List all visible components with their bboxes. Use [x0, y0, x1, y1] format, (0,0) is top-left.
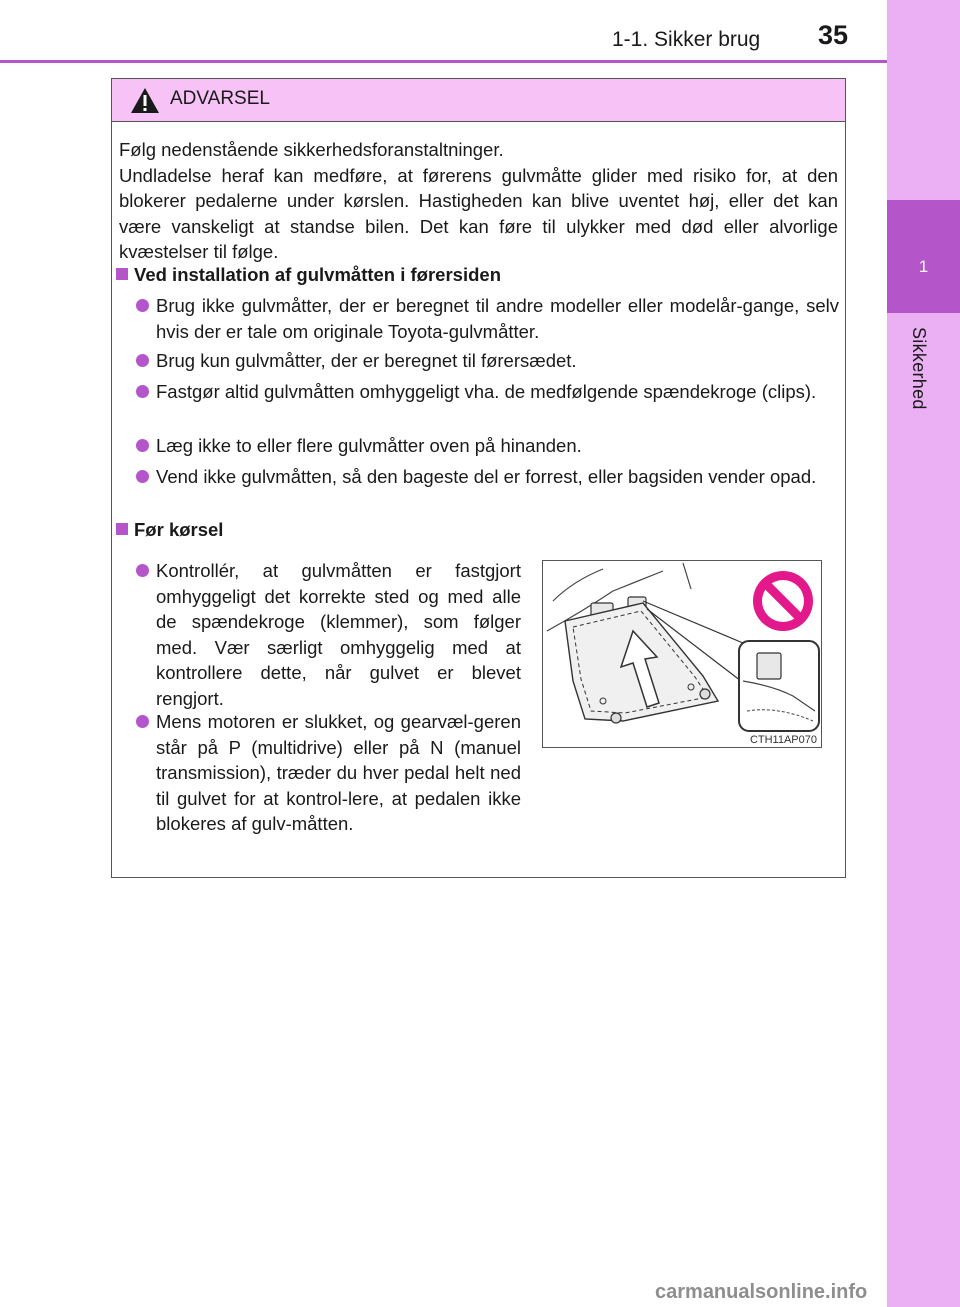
warning-header: [112, 79, 845, 122]
section-heading-installation: Ved installation af gulvmåtten i førersiden: [116, 264, 501, 286]
chapter-tab[interactable]: [887, 200, 960, 313]
circle-bullet-icon: [136, 385, 149, 398]
circle-bullet-icon: [136, 564, 149, 577]
intro-line-1: Følg nedenstående sikkerhedsforanstaltninger.: [119, 139, 504, 160]
section-heading-before-driving: Før kørsel: [116, 519, 223, 541]
header-rule: [0, 60, 887, 63]
prohibition-icon: [753, 571, 813, 631]
warning-triangle-icon: [130, 87, 160, 114]
circle-bullet-icon: [136, 299, 149, 312]
list-item: Mens motoren er slukket, og gearvæl-geren står på P (multidrive) eller på N (manuel transmission), træder du hver pedal helt ned til gulvet for at kontrol-lere, at pedalen ikke blokeres af gulv-måtten.: [136, 709, 521, 837]
warning-intro: [119, 137, 838, 265]
figure-code: CTH11AP070: [749, 734, 817, 746]
page-number: 35: [818, 20, 849, 50]
section-title: 1-1. Sikker brug: [612, 28, 761, 51]
list-item: Læg ikke to eller flere gulvmåtter oven på hinanden.: [136, 433, 839, 459]
intro-line-2: Undladelse heraf kan medføre, at førerens gulvmåtte glider med risiko for, at den blokerer pedalerne under kørslen. Hastigheden kan blive uventet høj, eller det kan være vanskeligt at standse bilen. Det kan føre til ulykker med død eller alvorlige kvæstelser til følge.: [119, 164, 838, 262]
circle-bullet-icon: [136, 354, 149, 367]
warning-box: [111, 78, 846, 878]
square-bullet-icon: [116, 268, 128, 280]
circle-bullet-icon: [136, 439, 149, 452]
chapter-number: 1: [918, 257, 929, 276]
chapter-label: Sikkerhed: [909, 327, 929, 410]
footer-watermark[interactable]: carmanualsonline.info: [655, 1281, 868, 1303]
circle-bullet-icon: [136, 470, 149, 483]
floor-mat-drawing: [543, 561, 820, 746]
list-item: Vend ikke gulvmåtten, så den bageste del er forrest, eller bagsiden vender opad.: [136, 464, 839, 490]
floor-mat-illustration: [542, 560, 822, 748]
list-item: Kontrollér, at gulvmåtten er fastgjort omhyggeligt det korrekte sted og med alle de spændekroge (klemmer), som følger med. Vær særligt omhyggelig med at kontrollere dette, når gulvet er blevet rengjort.: [136, 558, 521, 711]
list-item: Brug kun gulvmåtter, der er beregnet til førersædet.: [136, 348, 839, 374]
square-bullet-icon: [116, 523, 128, 535]
list-item: Brug ikke gulvmåtter, der er beregnet til andre modeller eller modelår-gange, selv hvis der er tale om originale Toyota-gulvmåtter.: [136, 293, 839, 344]
warning-title: ADVARSEL: [170, 88, 270, 109]
circle-bullet-icon: [136, 715, 149, 728]
list-item: Fastgør altid gulvmåtten omhyggeligt vha. de medfølgende spændekroge (clips).: [136, 379, 839, 405]
side-tab: [887, 0, 960, 1307]
